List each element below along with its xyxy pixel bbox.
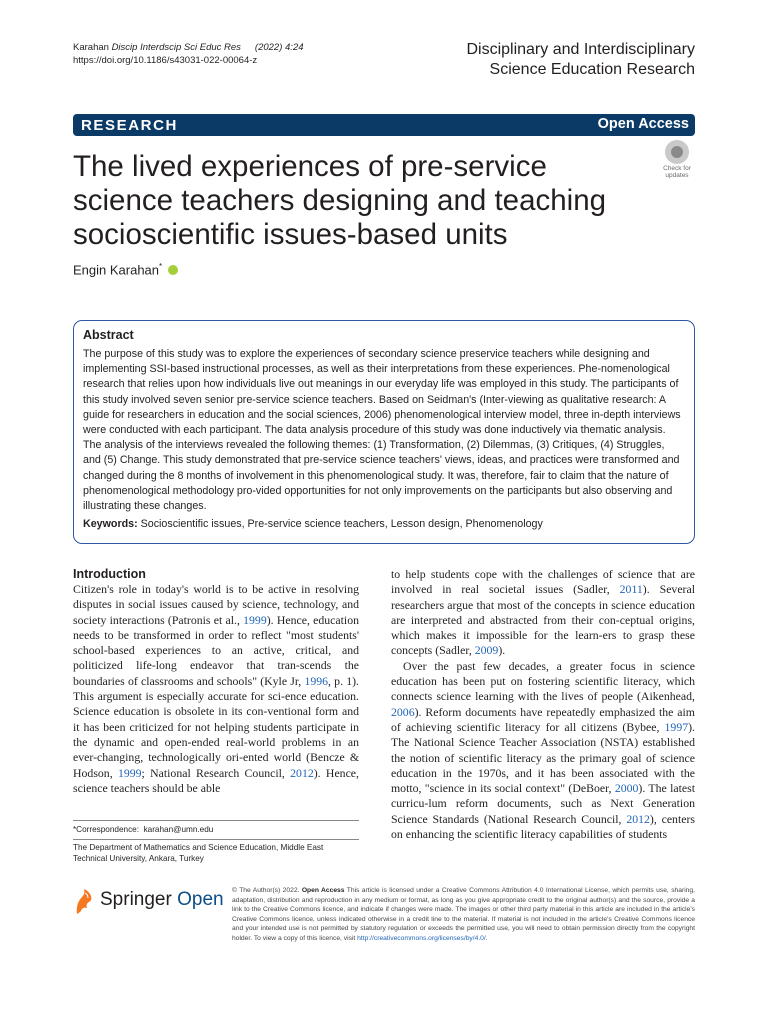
citation-link[interactable]: 2012: [290, 765, 314, 780]
publisher-name: [100, 889, 224, 911]
correspondence-note: [73, 824, 359, 835]
check-for-updates-button[interactable]: [657, 140, 697, 180]
author-line: [73, 262, 178, 277]
citation-volume: (2022) 4:24: [254, 42, 304, 53]
abstract-heading: Abstract: [83, 328, 134, 342]
citation-link[interactable]: 1997: [664, 719, 689, 734]
abstract-body: The purpose of this study was to explore the experiences of secondary science preservice teachers while designing and implementing SSI-based instructional processes, as well as their interpretations from these experiences. Phe-nomenological research that relies upon how individuals live out meanings in our everyday life was employed in this study. The participants of this study involved seven senior pre-service science teachers. Based on Seidman's (Inter-viewing as qualitative research: A guide for researchers in education and the social sciences, 2006) phenomenological interview model, three in-depth interviews were conducted with each participant. The data analysis procedure of this study was done inductively via thematic analysis. The analysis of the interviews revealed the following themes: (1) Transformation, (2) Dilemmas, (3) Critiques, (4) Struggles, and (5) Change. This study demonstrated that pre-service science teachers' views, ideas, and practices were transformed and changed during the 8 months of involvement in this phenomenological study. It was, therefore, fair to claim that the nature of phenomenological methodology pro-vided opportunities for not only improvements on the participants but also observing and illustrating these changes.: [83, 348, 681, 513]
citation-link[interactable]: 2009: [474, 643, 499, 658]
license-text: [232, 886, 695, 944]
keywords-label: Keywords:: [83, 518, 138, 531]
footnote-divider: [73, 839, 359, 840]
text-segment: ). Several researchers argue that most of the concepts in science education are interpreted and abstracted from their con-ceptual origins, which makes it impossible for the learn-ers to grasp these concepts (Sadler,: [391, 582, 696, 658]
text-segment: © The Author(s) 2022.: [232, 887, 300, 894]
intro-paragraph-2: [391, 659, 695, 843]
text-segment: ).: [498, 643, 506, 658]
author-name[interactable]: Engin Karahan: [73, 262, 160, 278]
doi-link[interactable]: https://doi.org/10.1186/s43031-022-00064-z: [73, 55, 258, 66]
keywords-line: [83, 517, 685, 532]
citation-link[interactable]: 2006: [391, 704, 415, 719]
text-segment: ). Reform documents have repeatedly emphasized the aim of achieving scientific literacy for all citizens (Bybee,: [391, 704, 695, 734]
intro-paragraph-1-cont: [391, 567, 695, 659]
text-segment: Open Access: [301, 887, 345, 894]
text-segment: ). Hence, science teachers should be able: [73, 765, 359, 795]
citation-link[interactable]: 2011: [619, 582, 643, 597]
text-segment: ). Hence, education needs to be transformed in order to reflect "most students' school-based experiences to an active, critical, and politicized life-long endeavor that tran-scends the boundaries of classrooms and schools" (Kyle Jr,: [73, 612, 359, 688]
citation-link[interactable]: 1996: [304, 673, 329, 688]
journal-name-line1: Disciplinary and Interdisciplinary: [466, 41, 695, 58]
license-url[interactable]: http://creativecommons.org/licenses/by/4.0/: [357, 934, 486, 942]
citation-line: [73, 41, 304, 54]
check-for-updates-label: [657, 165, 697, 179]
citation-author: Karahan: [73, 42, 109, 53]
citation-link[interactable]: 2012: [626, 811, 650, 826]
text-segment: Check for: [663, 165, 691, 172]
text-segment: *Correspondence:: [73, 825, 139, 834]
text-segment: Citizen's role in today's world is to be active in resolving disputes in social issues caused by science, technology, and society interactions (Patronis et al.,: [73, 582, 359, 627]
abstract-box: [73, 320, 695, 544]
article-title: The lived experiences of pre-service science teachers designing and teaching socioscientific issues-based units: [73, 150, 607, 251]
text-segment: updates: [665, 172, 689, 179]
open-access-label: Open Access: [597, 116, 689, 132]
footnote-divider: [73, 820, 359, 821]
running-header: [73, 41, 304, 67]
text-segment: .: [485, 934, 488, 942]
text-segment: ; National Research Council,: [141, 765, 291, 780]
intro-paragraph-1: [73, 582, 359, 796]
right-column: [391, 567, 695, 842]
corresponding-mark: *: [159, 262, 163, 271]
text-segment: Over the past few decades, a greater focus in science education has been put on fostering scientific literacy, which connects science learning with the lives of people (Aikenhead,: [391, 658, 695, 704]
text-segment: to help students cope with the challenges of science that are involved in real societal issues (Sadler,: [391, 567, 695, 597]
text-segment: Open: [177, 889, 224, 910]
keywords-list: Socioscientific issues, Pre-service science teachers, Lesson design, Phenomenology: [140, 518, 543, 531]
correspondence-email[interactable]: karahan@umn.edu: [143, 825, 214, 834]
article-type-label: RESEARCH: [81, 117, 178, 134]
text-segment: This article is licensed under a Creative Commons Attribution 4.0 International License, which permits use, sharing, adaptation, distribution and reproduction in any medium or format, as long as you give appropriate credit to the original author(s) and the source, provide a link to the Creative Commons licence, and indicate if changes were made. The images or other third party material in this article are included in the article's Creative Commons licence, unless indicated otherwise in a credit line to the material. If material is not included in the article's Creative Commons licence and your intended use is not permitted by statutory regulation or exceeds the permitted use, you will need to obtain permission directly from the copyright holder. To view a copy of this licence, visit: [232, 887, 695, 942]
citation-link[interactable]: 2000: [614, 781, 639, 796]
article-type-banner: [73, 114, 695, 136]
text-segment: , p. 1). This argument is especially accurate for sci-ence education. Science education is obsolete in its con-ventional form and it has been criticized for not helping students participate in the dynamic and open-ended real-world problems in an ever-changing, technologically ori-ented world (Bencze & Hodson,: [73, 673, 359, 780]
left-column: [73, 566, 359, 796]
text-segment: ), centers on enhancing the scientific literacy capabilities of students: [391, 811, 695, 842]
affiliation-note: The Department of Mathematics and Science Education, Middle East Technical University, Ankara, Turkey: [73, 843, 324, 863]
text-segment: Springer: [100, 889, 172, 910]
check-for-updates-icon: [665, 140, 689, 164]
citation-journal: Discip Interdscip Sci Educ Res: [111, 42, 241, 53]
journal-name: [466, 40, 695, 80]
text-segment: ). The latest curricu-lum reform documents, such as Next Generation Science Standards (National Research Council,: [391, 781, 695, 826]
orcid-icon[interactable]: [168, 265, 178, 275]
citation-link[interactable]: 1999: [243, 612, 267, 627]
text-segment: ). The National Science Teacher Association (NSTA) established the notion of scientific literacy as the primary goal of science education in the 1970s, and it has been associated with the motto, "science in its social context" (DeBoer,: [391, 719, 695, 796]
journal-name-line2: Science Education Research: [489, 61, 695, 78]
springer-horse-icon: [73, 887, 95, 915]
section-heading-introduction: Introduction: [73, 567, 146, 581]
citation-link[interactable]: 1999: [117, 765, 142, 780]
